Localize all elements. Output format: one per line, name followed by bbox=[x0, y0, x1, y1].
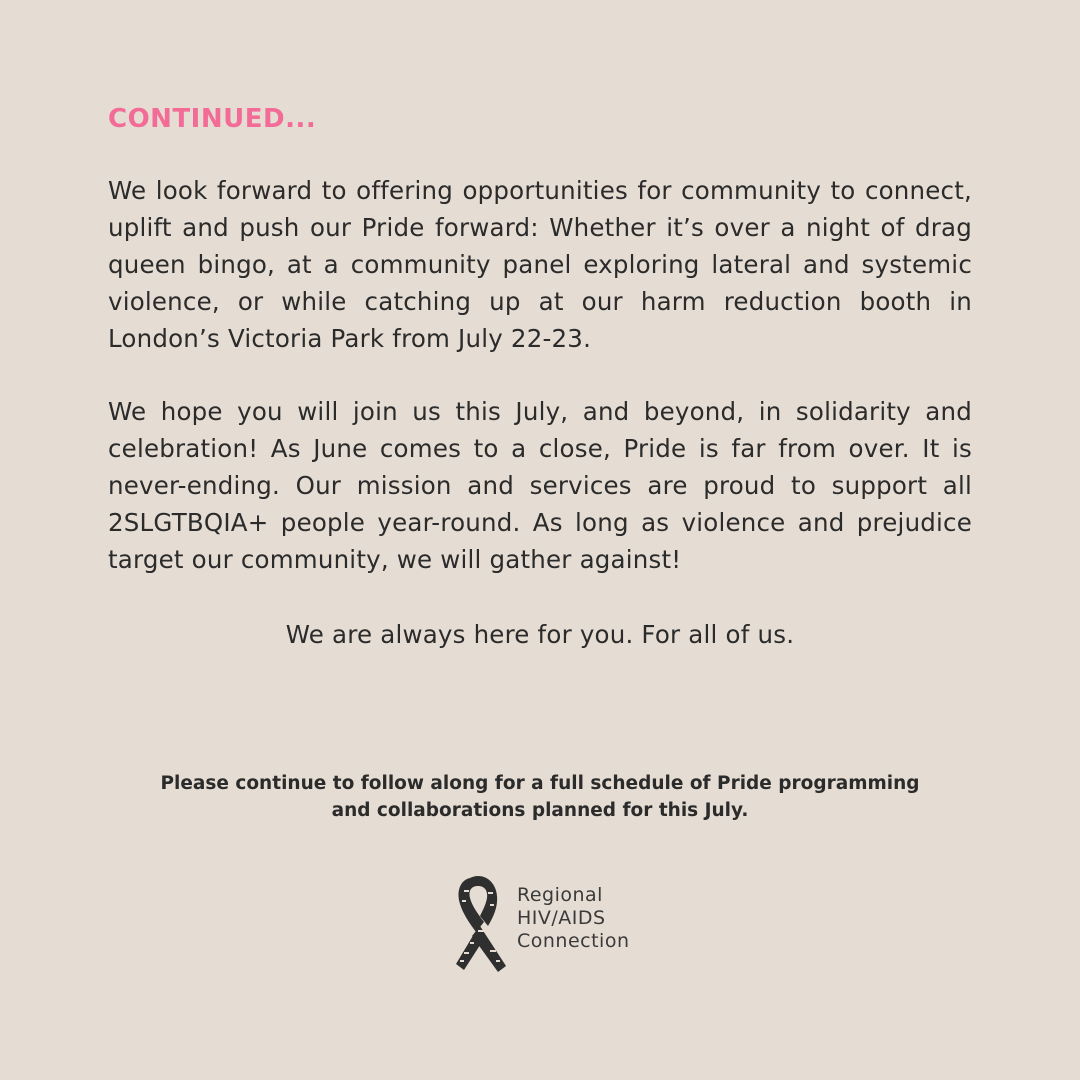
footer-note-line-1: Please continue to follow along for a full schedule of Pride programming bbox=[160, 773, 920, 794]
logo-line-hiv-aids: HIV/AIDS bbox=[517, 907, 606, 929]
body-paragraph-1: We look forward to offering opportunities for community to connect, uplift and push our Pride forward: Whether it’s over a night of drag queen bingo, at a community panel exploring lateral and systemic violence, or while catching up at our harm reduction booth in London’s Victoria Park from July 22-23. bbox=[108, 176, 972, 353]
word-cloud-ribbon-icon bbox=[450, 872, 512, 974]
section-heading: CONTINUED... bbox=[108, 104, 317, 134]
organization-logo bbox=[450, 872, 640, 976]
logo-line-regional: Regional bbox=[517, 884, 603, 906]
footer-note bbox=[108, 770, 972, 824]
logo-line-connection: Connection bbox=[517, 930, 630, 952]
tagline: We are always here for you. For all of us. bbox=[285, 620, 795, 649]
body-paragraph-2: We hope you will join us this July, and beyond, in solidarity and celebration! As June comes to a close, Pride is far from over. It is never-ending. Our mission and services are proud to support all 2SLGTBQIA+ people year-round. As long as violence and prejudice target our community, we will gather against! bbox=[108, 397, 972, 574]
logo-wordmark bbox=[517, 884, 630, 953]
footer-note-line-2: and collaborations planned for this July. bbox=[331, 800, 749, 821]
